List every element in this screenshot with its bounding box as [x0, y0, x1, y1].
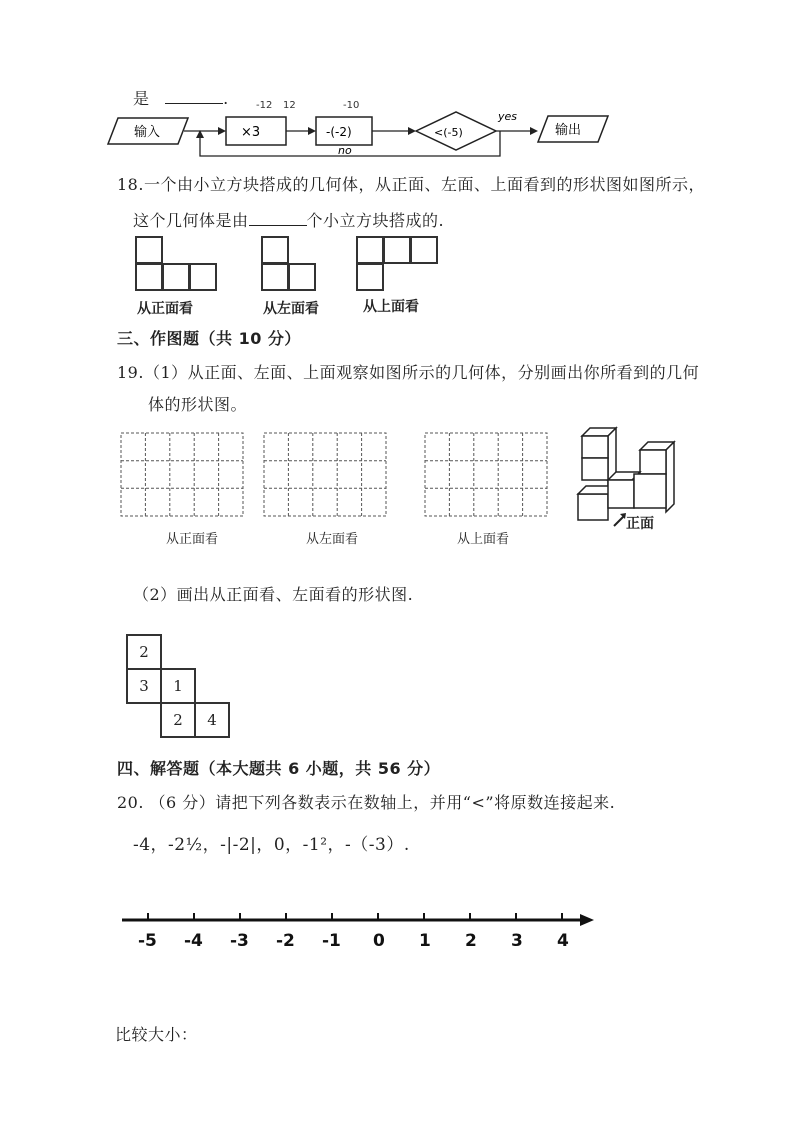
q19-grid-front-caption: 从正面看 [166, 532, 219, 547]
q17-flowchart [100, 98, 620, 160]
q18-left-caption: 从左面看 [263, 301, 319, 317]
front-direction-label: 正面 [626, 516, 654, 532]
q20-numbers: -4，-2½，-|-2|，0，-1²，-（-3）. [133, 835, 410, 855]
q19-grid-top[interactable] [424, 432, 549, 518]
hw-note-12: -12 [256, 100, 273, 111]
number-line-label: -4 [184, 931, 203, 951]
q19-part1-line1: 19.（1）从正面、左面、上面观察如图所示的几何体，分别画出你所看到的几何 [117, 363, 700, 382]
q18-line1: 18.一个由小立方块搭成的几何体，从正面、左面、上面看到的形状图如图所示， [117, 175, 705, 194]
q19-count-grid [126, 634, 238, 746]
q18-line2-a: 这个几何体是由 [133, 211, 249, 230]
q19-part1-line2: 体的形状图。 [148, 395, 248, 414]
q18-line2-b: 个小立方块搭成的. [306, 211, 445, 230]
number-line-label: 3 [511, 931, 523, 951]
q18-front-caption: 从正面看 [137, 301, 193, 317]
output-label: 输出 [555, 123, 582, 138]
section3-title: 三、作图题（共 10 分） [117, 329, 301, 348]
q17-answer-prefix: 是 [133, 89, 150, 108]
number-line-label: -2 [276, 931, 295, 951]
input-label: 输入 [134, 125, 161, 140]
number-line-label: 1 [419, 931, 431, 951]
q18-answer-blank[interactable] [249, 225, 307, 226]
number-line-label: 4 [557, 931, 569, 951]
minus-neg2-label: -(-2) [326, 125, 352, 139]
count-cell: 1 [160, 668, 196, 704]
q18-line2 [133, 208, 444, 231]
q19-part2: （2）画出从正面看、左面看的形状图. [133, 585, 414, 604]
condition-label: <(-5) [434, 126, 463, 139]
q18-top-view [356, 236, 446, 296]
q18-left-view [261, 236, 321, 296]
count-cell: 2 [126, 634, 162, 670]
no-label: no [338, 144, 352, 157]
count-cell: 4 [194, 702, 230, 738]
q18-top-caption: 从上面看 [363, 299, 419, 315]
number-line-label: -5 [138, 931, 157, 951]
number-line-label: 0 [373, 931, 385, 951]
times3-label: ×3 [241, 125, 261, 140]
hw-note-12b: 12 [283, 100, 296, 111]
number-line-label: 2 [465, 931, 477, 951]
count-cell: 2 [160, 702, 196, 738]
q17-answer-line: 是 . [133, 89, 229, 108]
yes-label: yes [498, 110, 518, 123]
q20-prompt: 20. （6 分）请把下列各数表示在数轴上，并用“<”将原数连接起来. [117, 793, 616, 812]
count-cell: 3 [126, 668, 162, 704]
hw-note-10: -10 [343, 100, 360, 111]
q19-grid-left[interactable] [263, 432, 388, 518]
q19-grid-top-caption: 从上面看 [457, 532, 510, 547]
q19-grid-front[interactable] [120, 432, 245, 518]
q20-number-line[interactable] [118, 900, 598, 960]
q19-cube-figure [574, 424, 694, 536]
number-line-label: -3 [230, 931, 249, 951]
section4-title: 四、解答题（本大题共 6 小题，共 56 分） [117, 759, 441, 778]
q19-grid-left-caption: 从左面看 [306, 532, 359, 547]
number-line-label: -1 [322, 931, 341, 951]
q20-compare-label: 比较大小： [115, 1025, 198, 1044]
q18-front-view [135, 236, 225, 296]
